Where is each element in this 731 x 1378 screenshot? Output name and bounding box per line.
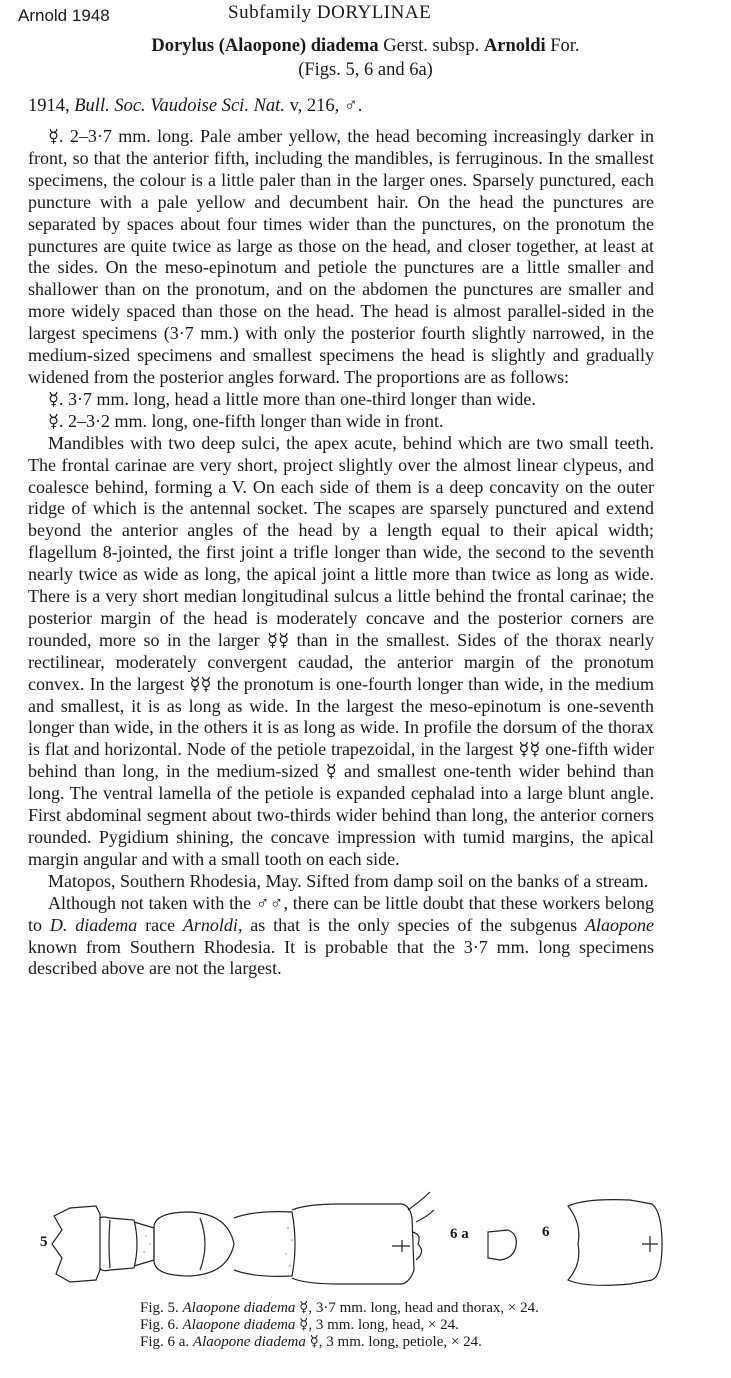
fig5-head-thorax-drawing: [52, 1192, 434, 1284]
paragraph-morphology: Mandibles with two deep sulci, the apex acute, behind which are two small teeth. The frontal carinae are very short, project slightly over the almost linear clypeus, and coalesce behind, forming a V. On each side of them is a deep concavity on the outer ridge of which is the antennal socket. The scapes are sparsely punctured and extend beyond the anterior angles of the head by a length equal to their apical width; flagellum 8-jointed, the first joint a trifle longer than wide, the second to the seventh nearly twice as wide as long, the apical joint a little more than twice as long as wide. There is a very short median longitudinal sulcus a little behind the frontal carinae; the posterior margin of the head is moderately concave and the posterior corners are rounded, more so in the larger ☿☿ than in the smallest. Sides of the thorax nearly rectilinear, moderately convergent caudad, the anterior margin of the pronotum convex. In the largest ☿☿ the pronotum is one-fourth longer than wide, in the medium and smallest, it is as long as wide. In the largest the meso-epinotum is one-seventh longer than wide, in the others it is as long as wide. In profile the dorsum of the thorax is flat and horizontal. Node of the petiole trapezoidal, in the largest ☿☿ one-fifth wider behind than long, in the medium-sized ☿ and smallest one-tenth wider behind than long. The ventral lamella of the petiole is expanded cephalad into a large blunt angle. First abdominal segment about two-thirds wider behind than long, the anterior corners rounded. Pygidium shining, the concave impression with tumid margins, the apical margin angular and with a small tooth on each side.: [28, 432, 654, 869]
paragraph-proportion-large: ☿. 3·7 mm. long, head a little more than one-third longer than wide.: [48, 388, 536, 409]
citation-rest: v, 216, ♂.: [284, 96, 363, 116]
paragraph-remarks: [28, 893, 654, 981]
remarks-text-c: race: [137, 914, 183, 935]
species-title: [0, 36, 731, 57]
caption-fig6a: Fig. 6 a. Alaopone diadema ☿, 3 mm. long, petiole, × 24.: [140, 1333, 482, 1350]
remarks-subgenus: Alaopone: [585, 914, 654, 935]
remarks-species: D. diadema: [49, 914, 138, 935]
figures: [30, 1188, 710, 1300]
body-text: [28, 126, 654, 980]
fig6-label: 6: [542, 1224, 550, 1240]
running-header-left: Arnold 1948: [18, 6, 110, 25]
fig5-label: 5: [40, 1234, 48, 1250]
running-header-center: Subfamily DORYLINAE: [228, 2, 432, 23]
title-main: Dorylus (Alaopone) diadema: [151, 36, 379, 56]
figure-reference: (Figs. 5, 6 and 6a): [298, 60, 433, 80]
remarks-race: Arnoldi: [182, 914, 238, 935]
fig6-head-drawing: [568, 1200, 662, 1286]
fig5-stipple: [143, 1227, 293, 1267]
citation: [28, 96, 362, 117]
title-author2: For.: [545, 36, 580, 56]
figure-captions: [140, 1300, 539, 1350]
paragraph-proportion-small: ☿. 2–3·2 mm. long, one-fifth longer than wide in front.: [48, 410, 444, 431]
fig6a-petiole-drawing: [488, 1230, 516, 1260]
fig6a-label: 6 a: [450, 1226, 469, 1242]
citation-year: 1914,: [28, 96, 75, 116]
caption-fig6: Fig. 6. Alaopone diadema ☿, 3 mm. long, head, × 24.: [140, 1316, 459, 1333]
remarks-text-a: Although not taken with the ♂♂, there can be little doubt that these workers belong to: [28, 892, 654, 935]
citation-journal: Bull. Soc. Vaudoise Sci. Nat.: [74, 96, 285, 116]
figure-drawings: [30, 1188, 710, 1300]
caption-fig5: Fig. 5. Alaopone diadema ☿, 3·7 mm. long, head and thorax, × 24.: [140, 1300, 539, 1316]
title-author: Gerst. subsp.: [378, 36, 484, 56]
remarks-text-g: known from Southern Rhodesia. It is probable that the 3·7 mm. long specimens described above are not the largest.: [28, 936, 654, 979]
remarks-text-e: , as that is the only species of the subgenus: [237, 914, 585, 935]
title-subspecies: Arnoldi: [483, 36, 546, 56]
paragraph-locality: Matopos, Southern Rhodesia, May. Sifted from damp soil on the banks of a stream.: [48, 870, 649, 891]
paragraph-description: ☿. 2–3·7 mm. long. Pale amber yellow, the head becoming increasingly darker in front, so that the anterior fifth, including the mandibles, is ferruginous. In the smallest specimens, the colour is a little paler than in the larger ones. Sparsely punctured, each puncture with a pale yellow and decumbent hair. On the head the punctures are separated by spaces about four times wider than the punctures, on the pronotum the punctures are quite twice as large as those on the head, and closer together, at least at the sides. On the meso-epinotum and petiole the punctures are a little smaller and shallower than on the pronotum, and on the abdomen the punctures are smaller and more widely spaced than those on the head. The head is almost parallel-sided in the largest specimens (3·7 mm.) with only the posterior fourth slightly narrowed, in the medium-sized specimens and smallest specimens the head is slightly and gradually widened from the posterior angles forward. The proportions are as follows:: [28, 126, 654, 387]
